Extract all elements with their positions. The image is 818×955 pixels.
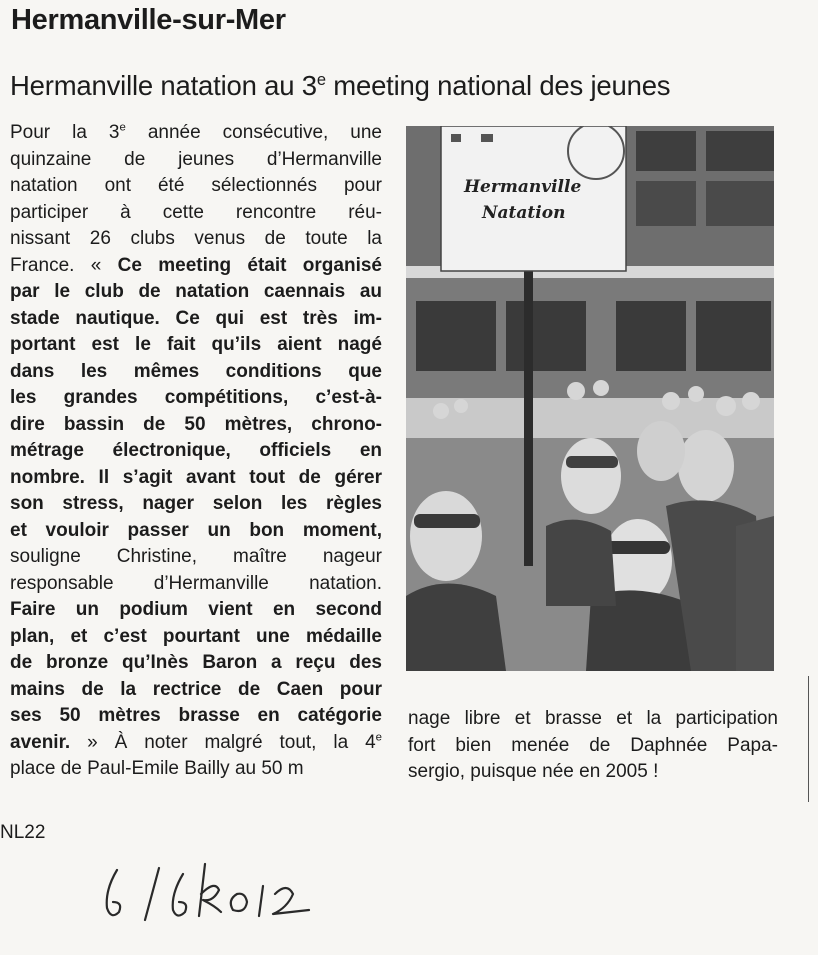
bold-quote-text: par le club de natation caennais au — [10, 281, 382, 302]
article-line — [10, 624, 382, 651]
body-text: fort bien menée de Daphnée Papa- — [408, 734, 778, 756]
article-line — [10, 597, 382, 624]
bold-quote-text: mains de la rectrice de Caen pour — [10, 678, 382, 700]
article-line — [10, 730, 382, 757]
article-line — [10, 226, 382, 253]
ordinal-superscript: e — [375, 731, 382, 744]
body-text: nissant 26 clubs venus de toute la — [10, 228, 382, 249]
article-line — [10, 385, 382, 412]
body-text: quinzaine de jeunes d’Hermanville — [10, 148, 382, 170]
bold-quote-text: Ce meeting était organisé — [117, 254, 382, 276]
body-text: souligne Christine, maître nageur — [10, 546, 382, 567]
sign-text-line-2: Natation — [482, 203, 566, 223]
article-body-right-column — [408, 706, 778, 786]
body-text: responsable d’Hermanville natation. — [10, 572, 382, 594]
bold-quote-text: portant est le fait qu’ils aient nagé — [10, 334, 382, 355]
article-line — [10, 438, 382, 465]
bold-quote-text: dans les mêmes conditions que — [10, 360, 382, 382]
body-text: natation ont été sélectionnés pour — [10, 175, 382, 196]
article-line — [10, 306, 382, 333]
column-divider — [808, 676, 809, 802]
bold-quote-text: son stress, nager selon les règles — [10, 493, 382, 514]
body-text: nage libre et brasse et la participation — [408, 708, 778, 729]
edition-code: NL22 — [0, 822, 46, 843]
article-line — [10, 332, 382, 359]
ordinal-superscript: e — [119, 121, 126, 134]
body-text: France. « — [10, 254, 118, 276]
bold-quote-text: Faire un podium vient en second — [10, 599, 382, 620]
article-photo — [406, 126, 774, 671]
article-line — [10, 147, 382, 174]
section-title: Hermanville-sur-Mer — [11, 4, 286, 36]
article-line — [10, 544, 382, 571]
bold-quote-text: dire bassin de 50 mètres, chrono- — [10, 413, 382, 435]
article-line — [10, 571, 382, 598]
article-line — [408, 759, 778, 786]
bold-quote-text: plan, et c’est pourtant une médaille — [10, 625, 382, 647]
body-text: Pour la 3 — [10, 122, 120, 143]
article-line — [10, 200, 382, 227]
bold-quote-text: les grandes compétitions, c’est-à- — [10, 387, 382, 408]
bold-quote-text: métrage électronique, officiels en — [10, 440, 382, 461]
headline-superscript: e — [316, 70, 326, 89]
body-text: place de Paul-Emile Bailly au 50 m — [10, 758, 304, 779]
bold-quote-text: avenir. — [10, 731, 71, 753]
handwritten-date-drawing — [95, 850, 325, 925]
bold-quote-text: et vouloir passer un bon moment, — [10, 519, 382, 541]
headline-part-2: meeting national des jeunes — [325, 70, 671, 101]
article-line — [10, 120, 382, 147]
bold-quote-text: de bronze qu’Inès Baron a reçu des — [10, 652, 382, 673]
body-text: année consécutive, une — [125, 122, 382, 143]
article-line — [10, 518, 382, 545]
body-text: participer à cette rencontre réu- — [10, 201, 382, 223]
article-line — [10, 279, 382, 306]
article-body-left-column — [10, 120, 382, 783]
body-text: » À noter malgré tout, la 4 — [70, 731, 376, 753]
photo-illustration — [406, 126, 774, 671]
article-line — [408, 706, 778, 733]
headline-part-1: Hermanville natation au 3 — [10, 70, 317, 101]
handwritten-date — [95, 850, 325, 925]
article-line — [10, 491, 382, 518]
article-line — [10, 173, 382, 200]
bold-quote-text: stade nautique. Ce qui est très im- — [10, 307, 382, 329]
body-text: sergio, puisque née en 2005 ! — [408, 761, 659, 782]
article-line — [10, 756, 382, 783]
article-line — [10, 253, 382, 280]
article-line — [408, 733, 778, 760]
sign-text-line-1: Hermanville — [464, 177, 582, 197]
article-line — [10, 412, 382, 439]
article-line — [10, 465, 382, 492]
bold-quote-text: ses 50 mètres brasse en catégorie — [10, 705, 382, 726]
article-line — [10, 359, 382, 386]
article-headline — [10, 70, 670, 102]
article-line — [10, 677, 382, 704]
article-line — [10, 650, 382, 677]
bold-quote-text: nombre. Il s’agit avant tout de gérer — [10, 466, 382, 488]
article-line — [10, 703, 382, 730]
